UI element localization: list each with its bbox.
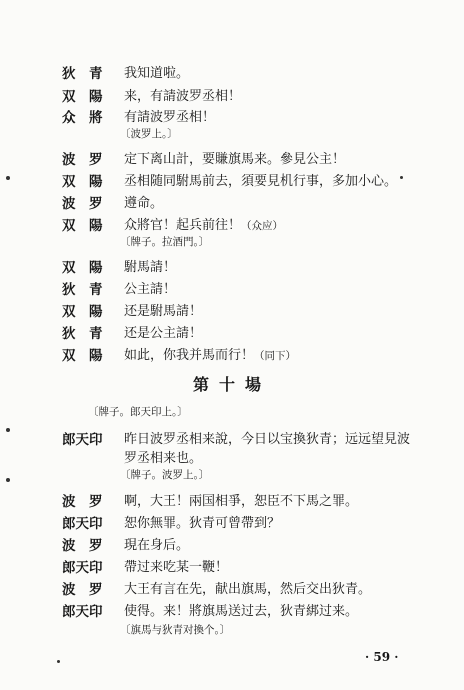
dialogue-line	[0, 192, 464, 212]
dialogue-line	[0, 214, 464, 234]
dialogue-line	[0, 512, 464, 532]
scan-speck-mark	[6, 176, 10, 180]
dialogue-line	[0, 490, 464, 510]
stage-direction: 〔牌子。拉酒門。〕	[120, 236, 210, 248]
scan-speck-mark	[6, 428, 10, 432]
dialogue-text: 使得。来！將旗馬送过去，狄青綁过来。	[124, 604, 359, 619]
speaker-name: 狄 青	[62, 282, 103, 298]
inline-stage-direction: （同下）	[254, 350, 297, 362]
dialogue-line	[0, 344, 464, 364]
stage-direction-line	[0, 404, 464, 424]
page-number: · 59 ·	[365, 650, 399, 664]
dialogue-text: 恕你無罪。狄青可曾帶到？	[124, 516, 281, 531]
dialogue-text: 丞相随同駙馬前去，須要見机行事，多加小心。	[124, 174, 398, 189]
speaker-name: 双 陽	[62, 89, 103, 105]
speaker-name: 波 罗	[62, 152, 103, 168]
speaker-name: 狄 青	[62, 326, 103, 342]
dialogue-line	[0, 322, 464, 342]
speaker-name: 郎天印	[62, 516, 103, 532]
speaker-name: 双 陽	[62, 348, 103, 364]
speaker-name: 双 陽	[62, 218, 103, 234]
dialogue-text	[124, 344, 296, 363]
dialogue-continuation-line	[0, 447, 464, 467]
dialogue-line	[0, 106, 464, 126]
dialogue-text: 有請波罗丞相！	[124, 110, 216, 125]
dialogue-text: 駙馬請！	[124, 260, 177, 275]
stage-direction: 〔旗馬与狄青对換个。〕	[120, 624, 231, 636]
dialogue-text: 我知道啦。	[124, 66, 190, 81]
dialogue-text: 昨日波罗丞相来說，今日以宝換狄青；远远望見波	[124, 432, 411, 447]
dialogue-words: 众將官！起兵前往！	[124, 218, 242, 233]
dialogue-line	[0, 170, 464, 190]
speaker-name: 众 將	[62, 110, 103, 126]
dialogue-line	[0, 148, 464, 168]
stage-direction-line	[0, 622, 464, 642]
dialogue-line	[0, 300, 464, 320]
speaker-name: 双 陽	[62, 260, 103, 276]
dialogue-line	[0, 85, 464, 105]
dialogue-text: 还是公主請！	[124, 326, 203, 341]
dialogue-words: 如此，你我并馬而行！	[124, 348, 255, 363]
speaker-name: 狄 青	[62, 66, 103, 82]
speaker-name: 郎天印	[62, 604, 103, 620]
dialogue-text: 現在身后。	[124, 538, 190, 553]
dialogue-text: 定下离山計，要賺旗馬来。參見公主！	[124, 152, 346, 167]
inline-stage-direction: （众应）	[241, 220, 284, 232]
dialogue-text: 遵命。	[124, 196, 164, 211]
dialogue-line	[0, 428, 464, 448]
dialogue-text: 帶过来吃某一鞭！	[124, 560, 229, 575]
dialogue-text: 来，有請波罗丞相！	[124, 89, 242, 104]
dialogue-line	[0, 556, 464, 576]
speaker-name: 波 罗	[62, 582, 103, 598]
dialogue-line	[0, 62, 464, 82]
scene-heading: 第十場	[192, 375, 271, 394]
speaker-name: 波 罗	[62, 538, 103, 554]
scan-speck-mark	[400, 176, 403, 179]
speaker-name: 波 罗	[62, 196, 103, 212]
dialogue-line	[0, 278, 464, 298]
speaker-name: 波 罗	[62, 494, 103, 510]
stage-direction: 〔波罗上。〕	[120, 128, 178, 140]
speaker-name: 郎天印	[62, 432, 103, 448]
dialogue-text: 还是駙馬請！	[124, 304, 203, 319]
speaker-name: 双 陽	[62, 304, 103, 320]
speaker-name: 双 陽	[62, 174, 103, 190]
dialogue-line	[0, 256, 464, 276]
dialogue-text: 公主請！	[124, 282, 177, 297]
speaker-name: 郎天印	[62, 560, 103, 576]
scan-speck-mark	[6, 478, 10, 482]
dialogue-line	[0, 600, 464, 620]
stage-direction-line	[0, 234, 464, 254]
dialogue-continuation: 罗丞相来也。	[124, 451, 203, 466]
dialogue-line	[0, 578, 464, 598]
stage-direction-line	[0, 467, 464, 487]
dialogue-text: 啊，大王！兩国相爭，恕臣不下馬之罪。	[124, 494, 359, 509]
stage-direction: 〔牌子。波罗上。〕	[120, 469, 210, 481]
dialogue-line	[0, 534, 464, 554]
stage-direction-line	[0, 126, 464, 146]
dialogue-text	[124, 214, 283, 233]
scan-speck-mark	[57, 660, 60, 663]
stage-direction: 〔牌子。郎天印上。〕	[88, 406, 188, 418]
dialogue-text: 大王有言在先，献出旗馬，然后交出狄青。	[124, 582, 372, 597]
